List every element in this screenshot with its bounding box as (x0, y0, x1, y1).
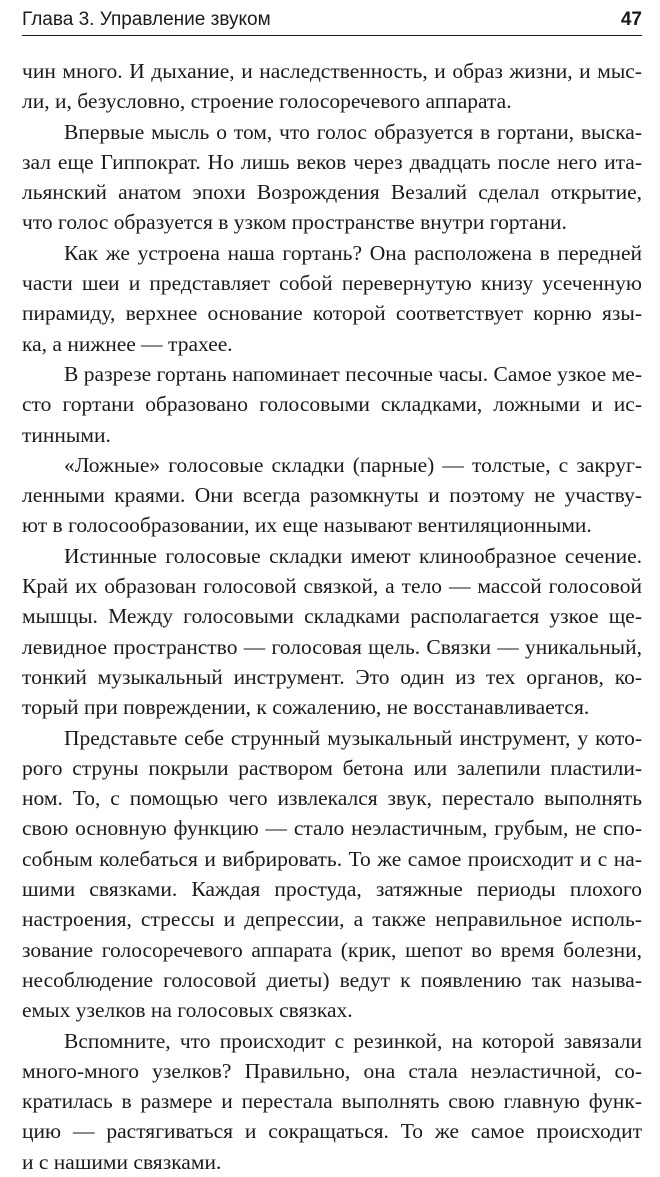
text-line: тинными. (22, 422, 111, 447)
text-line: сто гортани образовано голосовыми складками, ложными и ис- (22, 392, 642, 417)
text-line: тонкий музыкальный инструмент. Это один из тех органов, ко- (22, 664, 642, 689)
text-line: ка, а нижнее — трахее. (22, 331, 233, 356)
text-line: собным колебаться и вибрировать. То же самое происходит и с на- (22, 846, 642, 871)
text-line: торый при повреждении, к сожалению, не восстанавливается. (22, 695, 590, 720)
text-line: В разрезе гортань напоминает песочные часы. Самое узкое ме- (64, 361, 642, 386)
text-line: ли, и, безусловно, строение голосоречевого аппарата. (22, 89, 512, 114)
running-header (22, 0, 642, 36)
chapter-title: Глава 3. Управление звуком (22, 9, 271, 30)
text-line: мышцы. Между голосовыми складками располагается узкое ще- (22, 604, 642, 629)
text-line: Край их образован голосовой связкой, а тело — массой голосовой (22, 574, 642, 599)
text-line: что голос образуется в узком пространстве внутри гортани. (22, 210, 567, 235)
text-line: кратилась в размере и перестала выполнять свою главную функ- (22, 1089, 642, 1114)
text-line: и с нашими связками. (22, 1149, 222, 1174)
text-line: части шеи и представляет собой перевернутую книзу усеченную (22, 271, 642, 296)
text-line: ленными краями. Они всегда разомкнуты и поэтому не участву- (22, 483, 642, 508)
page-number: 47 (620, 9, 642, 30)
text-line: Впервые мысль о том, что голос образуется в гортани, выска- (64, 119, 642, 144)
text-line: «Ложные» голосовые складки (парные) — толстые, с закруг- (64, 452, 642, 477)
text-line: емых узелков на голосовых связках. (22, 998, 353, 1023)
text-line: рого струны покрыли раствором бетона или залепили пластили- (22, 755, 642, 780)
text-line: шими связками. Каждая простуда, затяжные периоды плохого (22, 877, 642, 902)
page-body-text (22, 36, 642, 1177)
text-line: пирамиду, верхнее основание которой соответствует корню язы- (22, 301, 642, 326)
text-line: свою основную функцию — стало неэластичным, грубым, не спо- (22, 816, 642, 841)
text-line: левидное пространство — голосовая щель. Связки — уникальный, (22, 634, 642, 659)
text-line: цию — растягиваться и сокращаться. То же самое происходит (22, 1119, 642, 1144)
text-line: несоблюдение голосовой диеты) ведут к появлению так называ- (22, 967, 642, 992)
text-line: Представьте себе струнный музыкальный инструмент, у кото- (64, 725, 642, 750)
text-line: зал еще Гиппократ. Но лишь веков через двадцать после него ита- (22, 149, 642, 174)
text-line: Как же устроена наша гортань? Она расположена в передней (64, 240, 642, 265)
text-line: много-много узелков? Правильно, она стала неэластичной, со- (22, 1058, 642, 1083)
text-line: ном. То, с помощью чего извлекался звук, перестало выполнять (22, 786, 642, 811)
text-line: зование голосоречевого аппарата (крик, шепот во время болезни, (22, 937, 642, 962)
text-line: Истинные голосовые складки имеют клинообразное сечение. (64, 543, 642, 568)
text-line: льянский анатом эпохи Возрождения Везалий сделал открытие, (22, 180, 642, 205)
text-line: чин много. И дыхание, и наследственность, и образ жизни, и мыс- (22, 59, 642, 83)
text-line: Вспомните, что происходит с резинкой, на которой завязали (64, 1028, 642, 1053)
text-line: ют в голосообразовании, их еще называют вентиляционными. (22, 513, 592, 538)
text-line: настроения, стрессы и депрессии, а также неправильное исполь- (22, 907, 642, 932)
